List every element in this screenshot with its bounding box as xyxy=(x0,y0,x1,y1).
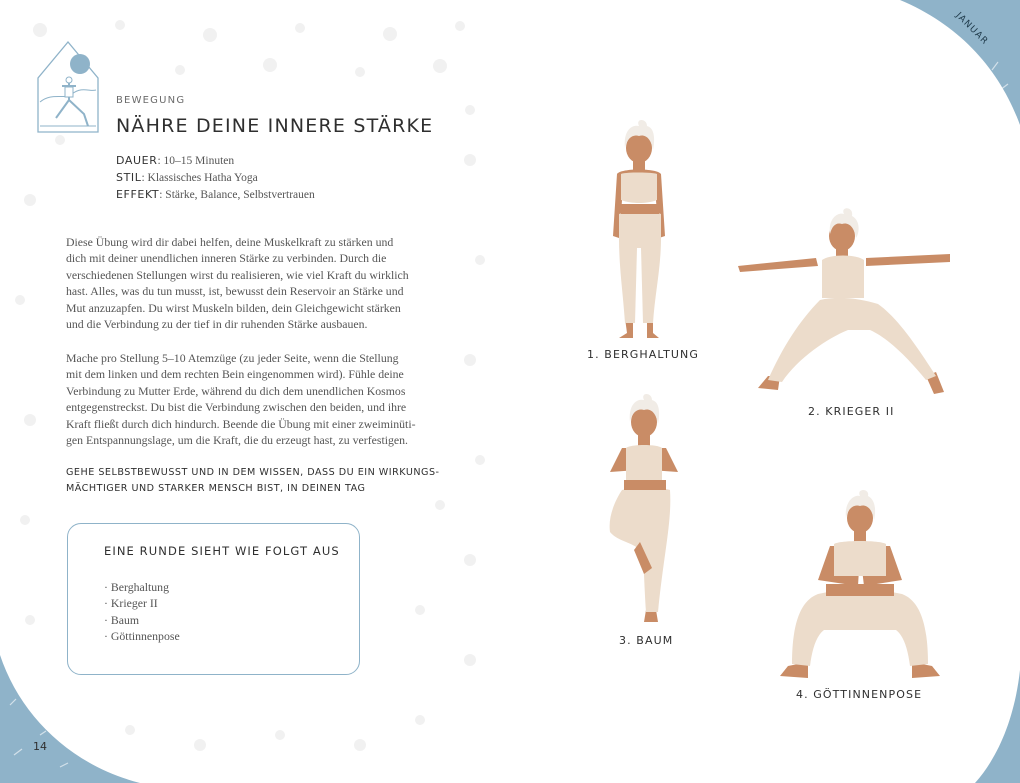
meta-duration xyxy=(116,154,234,167)
warrior-pose-illustration xyxy=(738,208,953,398)
page-number: 14 xyxy=(33,740,47,753)
meta-value: : Klassisches Hatha Yoga xyxy=(141,172,258,184)
meta-value: : Stärke, Balance, Selbstvertrauen xyxy=(159,189,315,201)
list-item: · Göttinnenpose xyxy=(104,629,180,644)
goddess-pose-illustration xyxy=(778,490,943,682)
paragraph-line: Mut anzuzapfen. Du wirst Muskeln bilden, dein Gleichgewicht stärken xyxy=(66,300,401,315)
meta-key: DAUER xyxy=(116,154,158,167)
paragraph-line: und die Verbindung zu der tief in dir ruhenden Stärke ausbauen. xyxy=(66,317,368,332)
paragraph-line: Kraft fließt durch dich hindurch. Beende die Übung mit einer zweiminüti- xyxy=(66,416,416,431)
pose-label: 3. BAUM xyxy=(619,634,674,647)
page-title: NÄHRE DEINE INNERE STÄRKE xyxy=(116,115,434,137)
paragraph-line: Verbindung zu Mutter Erde, während du dich dem unendlichen Kosmos xyxy=(66,383,406,398)
paragraph-line: mit dem linken und dem rechten Bein eingenommen wird). Fühle deine xyxy=(66,367,404,382)
tree-pose-illustration xyxy=(600,392,690,624)
paragraph-line: Diese Übung wird dir dabei helfen, deine Muskelkraft zu stärken und xyxy=(66,235,394,249)
routine-list xyxy=(104,579,180,645)
list-item: · Baum xyxy=(104,612,140,627)
affirmation-line: GEHE SELBSTBEWUSST UND IN DEM WISSEN, DASS DU EIN WIRKUNGS- xyxy=(66,467,440,478)
routine-box xyxy=(67,523,360,675)
paragraph-line: gen Entspannungslage, um die Kraft, die du erzeugt hast, zu verfestigen. xyxy=(66,433,409,448)
affirmation xyxy=(66,465,446,497)
paragraph-line: verschiedenen Stellungen wirst du realisieren, wie viel Kraft du wirklich xyxy=(66,267,409,282)
instruction-paragraph xyxy=(66,350,446,448)
meta-effect xyxy=(116,188,315,201)
section-label: BEWEGUNG xyxy=(116,95,186,106)
meta-key: STIL xyxy=(116,171,142,184)
month-tab: JANUAR xyxy=(953,10,991,48)
pose-label: 2. KRIEGER II xyxy=(808,405,895,418)
list-item: · Krieger II xyxy=(104,596,158,611)
list-item: · Berghaltung xyxy=(104,580,169,594)
paragraph-line: dich mit deiner unendlichen inneren Stärke zu verbinden. Durch die xyxy=(66,251,387,266)
yoga-arch-icon xyxy=(36,40,100,134)
corner-decoration-bottom-right xyxy=(975,670,1020,783)
mountain-pose-illustration xyxy=(595,118,685,343)
meta-value: : 10–15 Minuten xyxy=(157,155,235,167)
paragraph-line: entgegenstreckst. Du bist die Verbindung zwischen den beiden, und ihre xyxy=(66,400,407,415)
paragraph-line: Mache pro Stellung 5–10 Atemzüge (zu jeder Seite, wenn die Stellung xyxy=(66,351,399,365)
intro-paragraph xyxy=(66,234,446,332)
pose-label: 4. GÖTTINNENPOSE xyxy=(796,688,923,701)
meta-style xyxy=(116,171,258,184)
paragraph-line: hast. Alles, was du tun musst, ist, bewusst dein Reservoir an Stärke und xyxy=(66,284,404,299)
pose-label: 1. BERGHALTUNG xyxy=(587,348,699,361)
meta-key: EFFEKT xyxy=(116,188,160,201)
routine-title: EINE RUNDE SIEHT WIE FOLGT AUS xyxy=(104,544,340,558)
corner-decoration-top-right xyxy=(880,0,1020,130)
affirmation-line: MÄCHTIGER UND STARKER MENSCH BIST, IN DEINEN TAG xyxy=(66,483,366,494)
